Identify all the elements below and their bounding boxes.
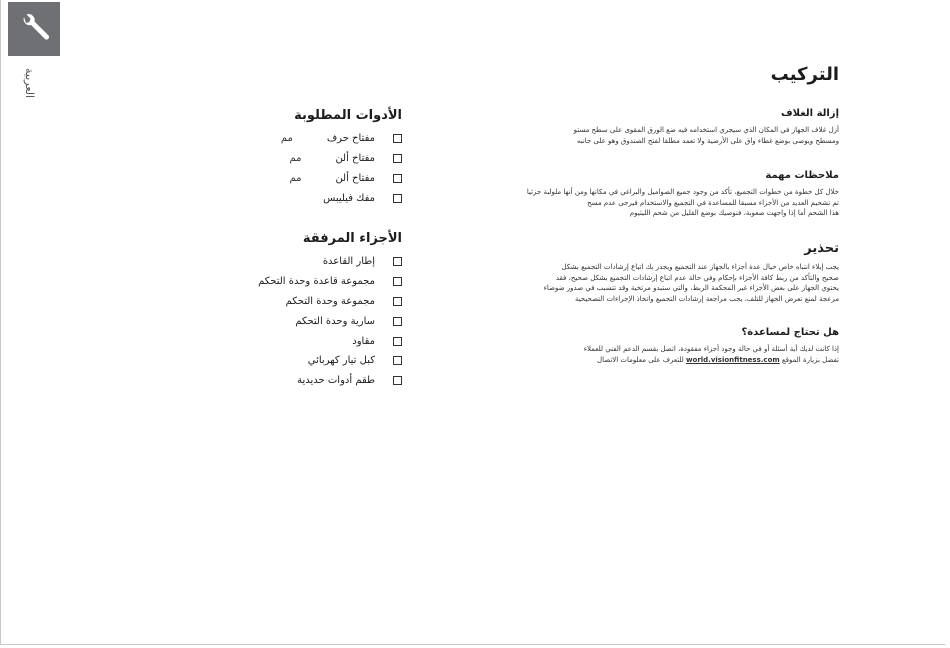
tool-unit: مم: [289, 153, 302, 165]
warning-line: يجب إيلاء انتباه خاص حيال عدة أجزاء بالجهاز عند التجميع ويجدر بك اتباع إرشادات التجميع بشكل: [561, 263, 839, 271]
notes-section: [489, 170, 839, 219]
website-link[interactable]: world.visionfitness.com: [686, 355, 780, 364]
part-checkbox[interactable]: [393, 257, 402, 266]
part-item: [182, 252, 402, 272]
help-line-2: [539, 355, 839, 366]
unpacking-title: إزالة الغلاف: [781, 108, 839, 119]
tool-unit: مم: [289, 172, 302, 184]
tool-label: مفتاح ألن: [335, 172, 375, 184]
parts-block: [182, 231, 402, 391]
part-item: [182, 371, 402, 391]
part-label: مقاود: [352, 335, 375, 347]
part-checkbox[interactable]: [393, 317, 402, 326]
tool-checkbox[interactable]: [393, 134, 402, 143]
parts-title: الأجزاء المرفقة: [302, 231, 402, 246]
tool-item: [182, 129, 402, 149]
part-checkbox[interactable]: [393, 337, 402, 346]
part-item: [182, 292, 402, 312]
tool-item: [182, 169, 402, 189]
unpacking-line: أزل غلاف الجهاز في المكان الذي سيجري استخدامه فيه ضع الورق المقوى على سطح مستو: [573, 126, 839, 134]
part-label: كبل تيار كهربائي: [307, 355, 375, 367]
tool-item: [182, 188, 402, 208]
part-checkbox[interactable]: [393, 376, 402, 385]
tool-label: مفتاح حرف: [326, 133, 375, 145]
tool-unit: مم: [280, 133, 293, 145]
part-label: سارية وحدة التحكم: [295, 315, 375, 327]
part-checkbox[interactable]: [393, 297, 402, 306]
warning-line: صحيح والتأكد من ربط كافة الأجزاء بإحكام وفي حالة عدم اتباع إرشادات التجميع بشكل صحيح، فقد: [555, 273, 839, 282]
part-label: مجموعة وحدة التحكم: [285, 295, 375, 307]
help-title: هل تحتاج لمساعدة؟: [741, 327, 839, 338]
part-item: [182, 351, 402, 371]
part-label: مجموعة قاعدة وحدة التحكم: [258, 276, 375, 288]
tool-checkbox[interactable]: [393, 154, 402, 163]
tool-label: مفتاح ألن: [335, 153, 375, 165]
help-body: [539, 344, 839, 365]
warning-title: تحذير: [804, 241, 839, 256]
warning-body: [539, 262, 839, 304]
warning-line: مزعجة لمنع تعرض الجهاز للتلف، يجب مراجعة إرشادات التجميع واتخاذ الإجراءات التصحيحية: [574, 294, 839, 303]
part-item: [182, 311, 402, 331]
part-label: إطار القاعدة: [322, 256, 375, 268]
tool-item: [182, 149, 402, 169]
language-label: العربية: [23, 67, 36, 98]
unpacking-body: [539, 125, 839, 146]
tools-block: [182, 108, 402, 208]
help-line: إذا كانت لديك أية أسئلة أو في حالة وجود أجزاء مفقودة، اتصل بقسم الدعم الفني للعملاء: [583, 345, 839, 353]
notes-line: خلال كل خطوة من خطوات التجميع، تأكد من وجود جميع الصواميل والبراغي في مكانها ومن أنها ملولبة جزئيا: [526, 188, 839, 196]
warning-section: [539, 241, 839, 304]
part-item: [182, 331, 402, 351]
tool-label: مفك فيليبس: [323, 192, 375, 204]
tools-title: الأدوات المطلوبة: [294, 108, 402, 123]
unpacking-line: ومسطح ويوصى بوضع غطاء واق على الأرضية ولا تعمد مطلقا لفتح الصندوق وهو على جانبه: [576, 136, 839, 145]
wrench-icon: [16, 11, 52, 47]
tool-checkbox[interactable]: [393, 174, 402, 183]
part-label: طقم أدوات حديدية: [297, 375, 375, 387]
notes-line: هذا الشحم أما إذا واجهت صعوبة، فنوصيك بوضع القليل من شحم الليثيوم: [629, 209, 839, 217]
help-visit-text: تفضل بزيارة الموقع: [781, 355, 839, 364]
parts-list: [182, 252, 402, 391]
notes-body: [489, 187, 839, 219]
tool-tab: [8, 2, 60, 56]
unpacking-section: [539, 108, 839, 146]
part-checkbox[interactable]: [393, 277, 402, 286]
tools-list: [182, 129, 402, 208]
warning-line: يحتوي الجهاز على بعض الأجزاء غير المحكمة الربط، والتي ستبدو مرتخية وقد تتسبب في صدور ضوضاء: [543, 284, 839, 292]
page-title: التركيب: [770, 64, 839, 85]
help-section: [539, 327, 839, 365]
notes-line: تم تشحيم العديد من الأجزاء مسبقا للمساعدة في التجميع والاستخدام فيرجى عدم مسح: [587, 198, 839, 207]
notes-title: ملاحظات مهمة: [765, 170, 839, 181]
help-contact-text: للتعرف على معلومات الاتصال: [597, 355, 684, 364]
part-item: [182, 272, 402, 292]
tool-checkbox[interactable]: [393, 194, 402, 203]
part-checkbox[interactable]: [393, 356, 402, 365]
